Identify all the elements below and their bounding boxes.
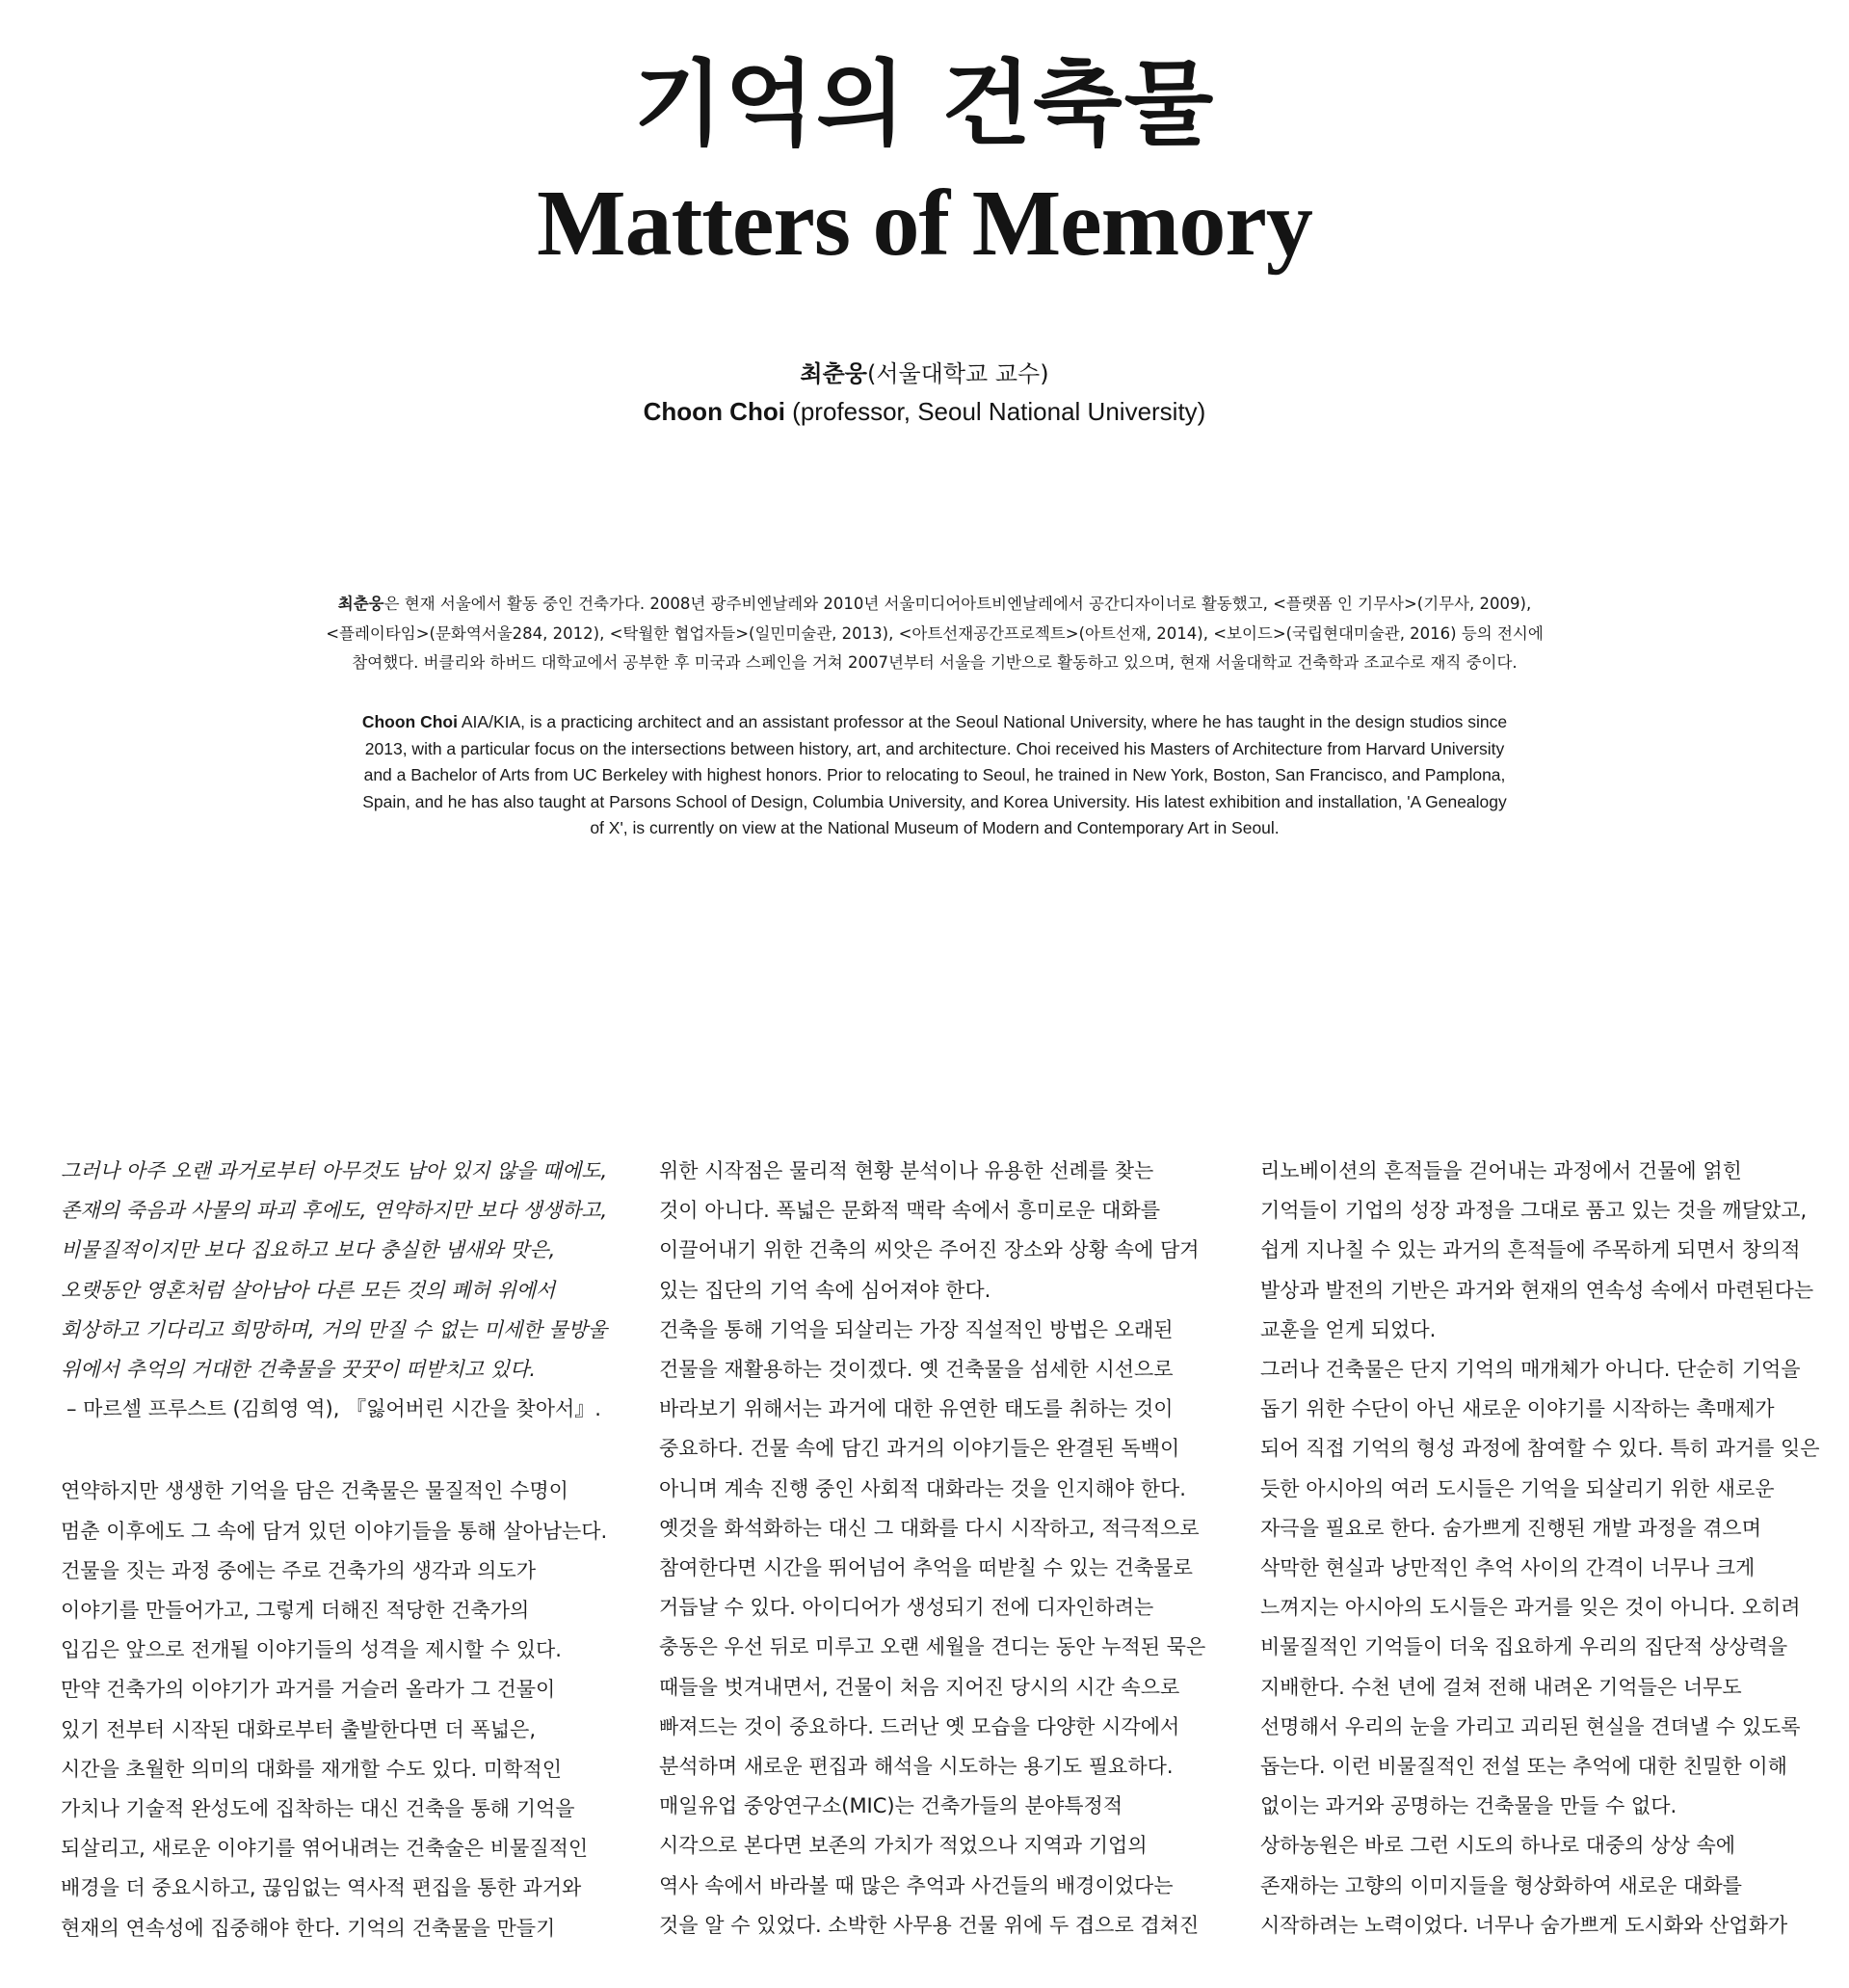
body-line: 리노베이션의 흔적들을 걷어내는 과정에서 건물에 얽힌 (1260, 1159, 1742, 1182)
body-line: 배경을 더 중요시하고, 끊임없는 역사적 편집을 통한 과거와 (61, 1876, 582, 1900)
text-column-2 (659, 1152, 1218, 1946)
body-line: 돕기 위한 수단이 아닌 새로운 이야기를 시작하는 촉매제가 (1260, 1397, 1775, 1421)
body-line: 옛것을 화석화하는 대신 그 대화를 다시 시작하고, 적극적으로 (659, 1516, 1200, 1540)
body-line: 위한 시작점은 물리적 현황 분석이나 유용한 선례를 찾는 (659, 1159, 1154, 1182)
body-line: 가치나 기술적 완성도에 집착하는 대신 건축을 통해 기억을 (61, 1797, 575, 1821)
bio-en-line: and a Bachelor of Arts from UC Berkeley with highest honors. Prior to relocating to Seoul, he trained in New York, Boston, San Francisco, and Pamplona, (363, 765, 1506, 784)
quote-line: 비물질적이지만 보다 집요하고 보다 충실한 냄새와 맛은, (61, 1238, 556, 1262)
title-korean: 기억의 건축물 (633, 50, 1216, 158)
body-line: 충동은 우선 뒤로 미루고 오랜 세월을 견디는 동안 누적된 묵은 (659, 1635, 1206, 1659)
body-line: 거듭날 수 있다. 아이디어가 생성되기 전에 디자인하려는 (659, 1596, 1154, 1620)
author-korean (0, 355, 1849, 393)
body-line: 참여한다면 시간을 뛰어넘어 추억을 떠받칠 수 있는 건축물로 (659, 1556, 1193, 1580)
column-1-body (61, 1471, 610, 1948)
bio-en-line: Choon Choi AIA/KIA, is a practicing architect and an assistant professor at the Seoul National University, where he has taught in the design studios since (361, 712, 1508, 731)
quote-line: 회상하고 기다리고 희망하며, 거의 만질 수 없는 미세한 물방울 (61, 1317, 608, 1341)
body-line: 입김은 앞으로 전개될 이야기들의 성격을 제시할 수 있다. (61, 1638, 562, 1662)
quote-line: 위에서 추억의 거대한 건축물을 꿋꿋이 떠받치고 있다. (61, 1358, 537, 1382)
bio-ko-line: 최춘웅은 현재 서울에서 활동 중인 건축가다. 2008년 광주비엔날레와 2010년 서울미디어아트비엔날레에서 공간디자이너로 활동했고, <플랫폼 인 기무사>(기무사, 2009), (337, 595, 1532, 613)
body-line: 쉽게 지나칠 수 있는 과거의 흔적들에 주목하게 되면서 창의적 (1260, 1238, 1801, 1262)
body-line: 발상과 발전의 기반은 과거와 현재의 연속성 속에서 마련된다는 (1260, 1278, 1814, 1302)
body-line: 그러나 건축물은 단지 기억의 매개체가 아니다. 단순히 기억을 (1260, 1358, 1801, 1382)
bio-en-line: of X', is currently on view at the National Museum of Modern and Contemporary Art in Seoul. (590, 818, 1280, 837)
body-line: 건축을 통해 기억을 되살리는 가장 직설적인 방법은 오래된 (659, 1317, 1174, 1341)
body-line: 이끌어내기 위한 건축의 씨앗은 주어진 장소와 상황 속에 담겨 (659, 1238, 1200, 1262)
body-line: 자극을 필요로 한다. 숨가쁘게 진행된 개발 과정을 겪으며 (1260, 1516, 1761, 1540)
body-line: 기억들이 기업의 성장 과정을 그대로 품고 있는 것을 깨달았고, (1260, 1199, 1808, 1223)
body-line: 시작하려는 노력이었다. 너무나 숨가쁘게 도시화와 산업화가 (1260, 1913, 1788, 1937)
text-column-1 (61, 1152, 610, 1948)
body-line: 느껴지는 아시아의 도시들은 과거를 잊은 것이 아니다. 오히려 (1260, 1596, 1801, 1620)
quote-line: 존재의 죽음과 사물의 파괴 후에도, 연약하지만 보다 생생하고, (61, 1199, 608, 1223)
body-line: 만약 건축가의 이야기가 과거를 거슬러 올라가 그 건물이 (61, 1678, 556, 1702)
bio-korean (318, 590, 1551, 678)
author-ko-affiliation: (서울대학교 교수) (866, 360, 1049, 387)
body-line: 돕는다. 이런 비물질적인 전설 또는 추억에 대한 친밀한 이해 (1260, 1755, 1787, 1779)
body-line: 되살리고, 새로운 이야기를 엮어내려는 건축술은 비물질적인 (61, 1837, 589, 1861)
body-line: 상하농원은 바로 그런 시도의 하나로 대중의 상상 속에 (1260, 1834, 1736, 1858)
body-line: 삭막한 현실과 낭만적인 추억 사이의 간격이 너무나 크게 (1260, 1556, 1756, 1580)
body-line: 것이 아니다. 폭넓은 문화적 맥락 속에서 흥미로운 대화를 (659, 1199, 1160, 1223)
bio-english (318, 709, 1551, 842)
body-line: 매일유업 중앙연구소(MIC)는 건축가들의 분야특정적 (659, 1794, 1123, 1818)
bio-en-line: Spain, and he has also taught at Parsons School of Design, Columbia University, and Korea University. His latest exhibition and installation, 'A Genealogy (362, 791, 1507, 811)
bio-ko-line: 참여했다. 버클리와 하버드 대학교에서 공부한 후 미국과 스페인을 거쳐 2007년부터 서울을 기반으로 활동하고 있으며, 현재 서울대학교 건축학과 조교수로 재직 중이다. (352, 653, 1518, 672)
body-line: 바라보기 위해서는 과거에 대한 유연한 태도를 취하는 것이 (659, 1397, 1174, 1421)
body-line: 있기 전부터 시작된 대화로부터 출발한다면 더 폭넓은, (61, 1717, 537, 1741)
body-line: 되어 직접 기억의 형성 과정에 참여할 수 있다. 특히 과거를 잊은 (1260, 1437, 1820, 1461)
epigraph-quote (61, 1152, 610, 1429)
body-line: 빠져드는 것이 중요하다. 드러난 옛 모습을 다양한 시각에서 (659, 1714, 1180, 1738)
body-line: 시각으로 본다면 보존의 가치가 적었으나 지역과 기업의 (659, 1834, 1148, 1858)
body-line: 현재의 연속성에 집중해야 한다. 기억의 건축물을 만들기 (61, 1916, 556, 1940)
body-line: 때들을 벗겨내면서, 건물이 처음 지어진 당시의 시간 속으로 (659, 1675, 1180, 1699)
bio-en-name: Choon Choi (361, 712, 458, 731)
bio-en-line: 2013, with a particular focus on the intersections between history, art, and architecture. Choi received his Masters of Architecture from Harvard University (364, 738, 1505, 758)
body-line: 비물질적인 기억들이 더욱 집요하게 우리의 집단적 상상력을 (1260, 1635, 1788, 1659)
body-line: 건물을 짓는 과정 중에는 주로 건축가의 생각과 의도가 (61, 1558, 537, 1582)
body-line: 아니며 계속 진행 중인 사회적 대화라는 것을 인지해야 한다. (659, 1476, 1186, 1500)
body-line: 듯한 아시아의 여러 도시들은 기억을 되살리기 위한 새로운 (1260, 1476, 1775, 1500)
body-line: 지배한다. 수천 년에 걸쳐 전해 내려온 기억들은 너무도 (1260, 1675, 1742, 1699)
body-line: 건물을 재활용하는 것이겠다. 옛 건축물을 섬세한 시선으로 (659, 1358, 1174, 1382)
body-line: 있는 집단의 기억 속에 심어져야 한다. (659, 1278, 991, 1302)
body-line: 역사 속에서 바라볼 때 많은 추억과 사건들의 배경이었다는 (659, 1873, 1174, 1897)
author-en-name: Choon Choi (643, 397, 785, 426)
body-line: 없이는 과거와 공명하는 건축물을 만들 수 없다. (1260, 1794, 1677, 1818)
quote-source: – 마르셀 프루스트 (김희영 역), 『잃어버린 시간을 찾아서』. (66, 1397, 601, 1421)
body-line: 중요하다. 건물 속에 담긴 과거의 이야기들은 완결된 독백이 (659, 1437, 1180, 1461)
body-line: 존재하는 고향의 이미지들을 형상화하여 새로운 대화를 (1260, 1873, 1742, 1897)
body-line: 것을 알 수 있었다. 소박한 사무용 건물 위에 두 겹으로 겹쳐진 (659, 1913, 1200, 1937)
quote-line: 오랫동안 영혼처럼 살아남아 다른 모든 것의 폐허 위에서 (61, 1278, 556, 1302)
body-line: 멈춘 이후에도 그 속에 담겨 있던 이야기들을 통해 살아남는다. (61, 1519, 608, 1543)
bio-ko-line: <플레이타임>(문화역서울284, 2012), <탁월한 협업자들>(일민미술관, 2013), <아트선재공간프로젝트>(아트선재, 2014), <보이드>(국립현대미술관, 2016) 등의 전시에 (326, 623, 1544, 643)
body-line: 이야기를 만들어가고, 그렇게 더해진 적당한 건축가의 (61, 1599, 530, 1623)
quote-line: 그러나 아주 오랜 과거로부터 아무것도 남아 있지 않을 때에도, (61, 1159, 608, 1182)
bio-ko-name: 최춘웅 (337, 595, 384, 613)
author-ko-name: 최춘웅 (800, 360, 867, 387)
body-line: 교훈을 얻게 되었다. (1260, 1317, 1437, 1341)
text-column-3 (1260, 1152, 1829, 1946)
body-line: 연약하지만 생생한 기억을 담은 건축물은 물질적인 수명이 (61, 1479, 568, 1503)
title-english: Matters of Memory (537, 172, 1312, 276)
author-en-affiliation: (professor, Seoul National University) (784, 397, 1206, 426)
body-line: 선명해서 우리의 눈을 가리고 괴리된 현실을 견뎌낼 수 있도록 (1260, 1714, 1801, 1738)
body-line: 분석하며 새로운 편집과 해석을 시도하는 용기도 필요하다. (659, 1755, 1174, 1779)
author-english (0, 392, 1849, 431)
body-line: 시간을 초월한 의미의 대화를 재개할 수도 있다. 미학적인 (61, 1757, 562, 1781)
